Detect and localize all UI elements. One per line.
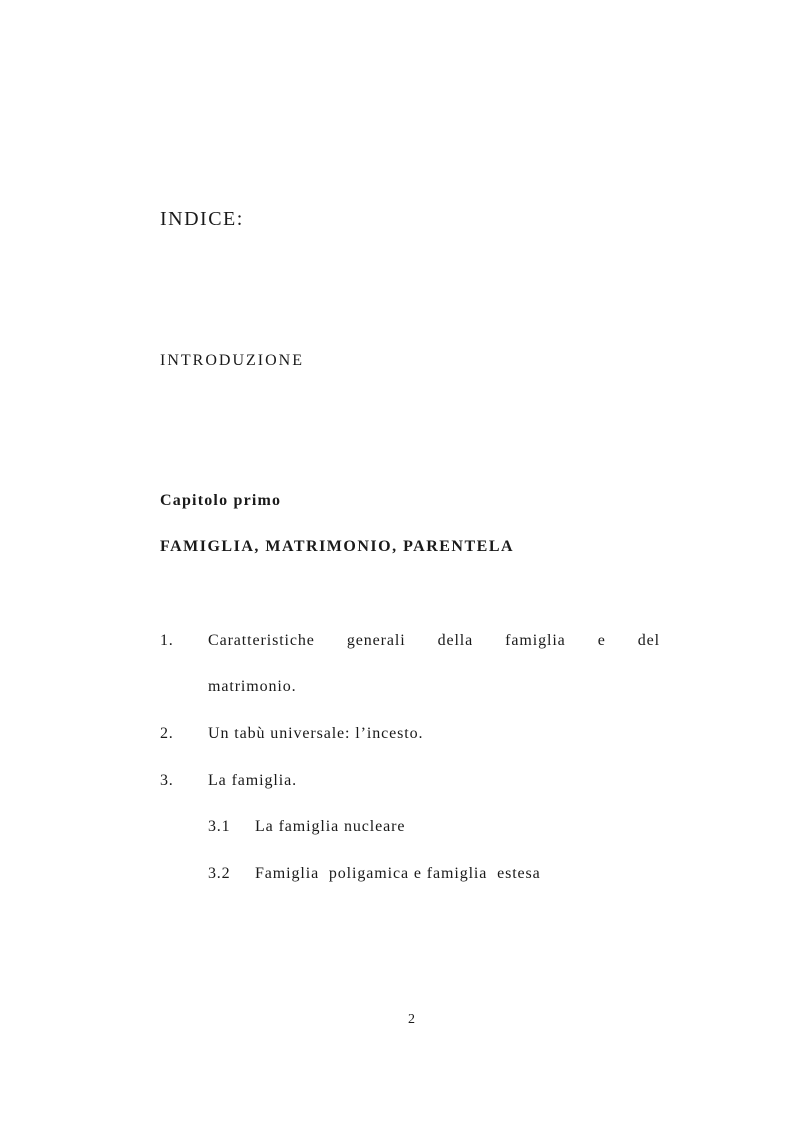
page-number: 2	[408, 1012, 415, 1027]
toc-word: e	[597, 632, 606, 649]
toc-subitem-number: 3.2	[208, 865, 231, 882]
toc-subitem-number: 3.1	[208, 818, 231, 835]
toc-item-number: 3.	[160, 772, 174, 789]
toc-item-text: Un tabù universale: l’incesto.	[208, 725, 424, 742]
toc-word: del	[637, 632, 660, 649]
toc-item-number: 2.	[160, 725, 174, 742]
toc-item-text: La famiglia.	[208, 772, 297, 789]
index-title: INDICE:	[160, 208, 244, 230]
chapter-title: FAMIGLIA, MATRIMONIO, PARENTELA	[160, 538, 515, 555]
toc-item-number: 1.	[160, 632, 174, 649]
toc-word: generali	[346, 632, 406, 649]
toc-word: Caratteristiche	[208, 632, 315, 649]
toc-item-continuation: matrimonio.	[208, 678, 297, 695]
toc-item-text-justified	[208, 632, 660, 650]
chapter-label: Capitolo primo	[160, 492, 282, 509]
toc-word: famiglia	[505, 632, 566, 649]
toc-subitem-text: La famiglia nucleare	[255, 818, 406, 835]
toc-subitem-text: Famiglia poligamica e famiglia estesa	[255, 865, 541, 882]
toc-word: della	[437, 632, 474, 649]
introduction-heading: INTRODUZIONE	[160, 352, 304, 369]
